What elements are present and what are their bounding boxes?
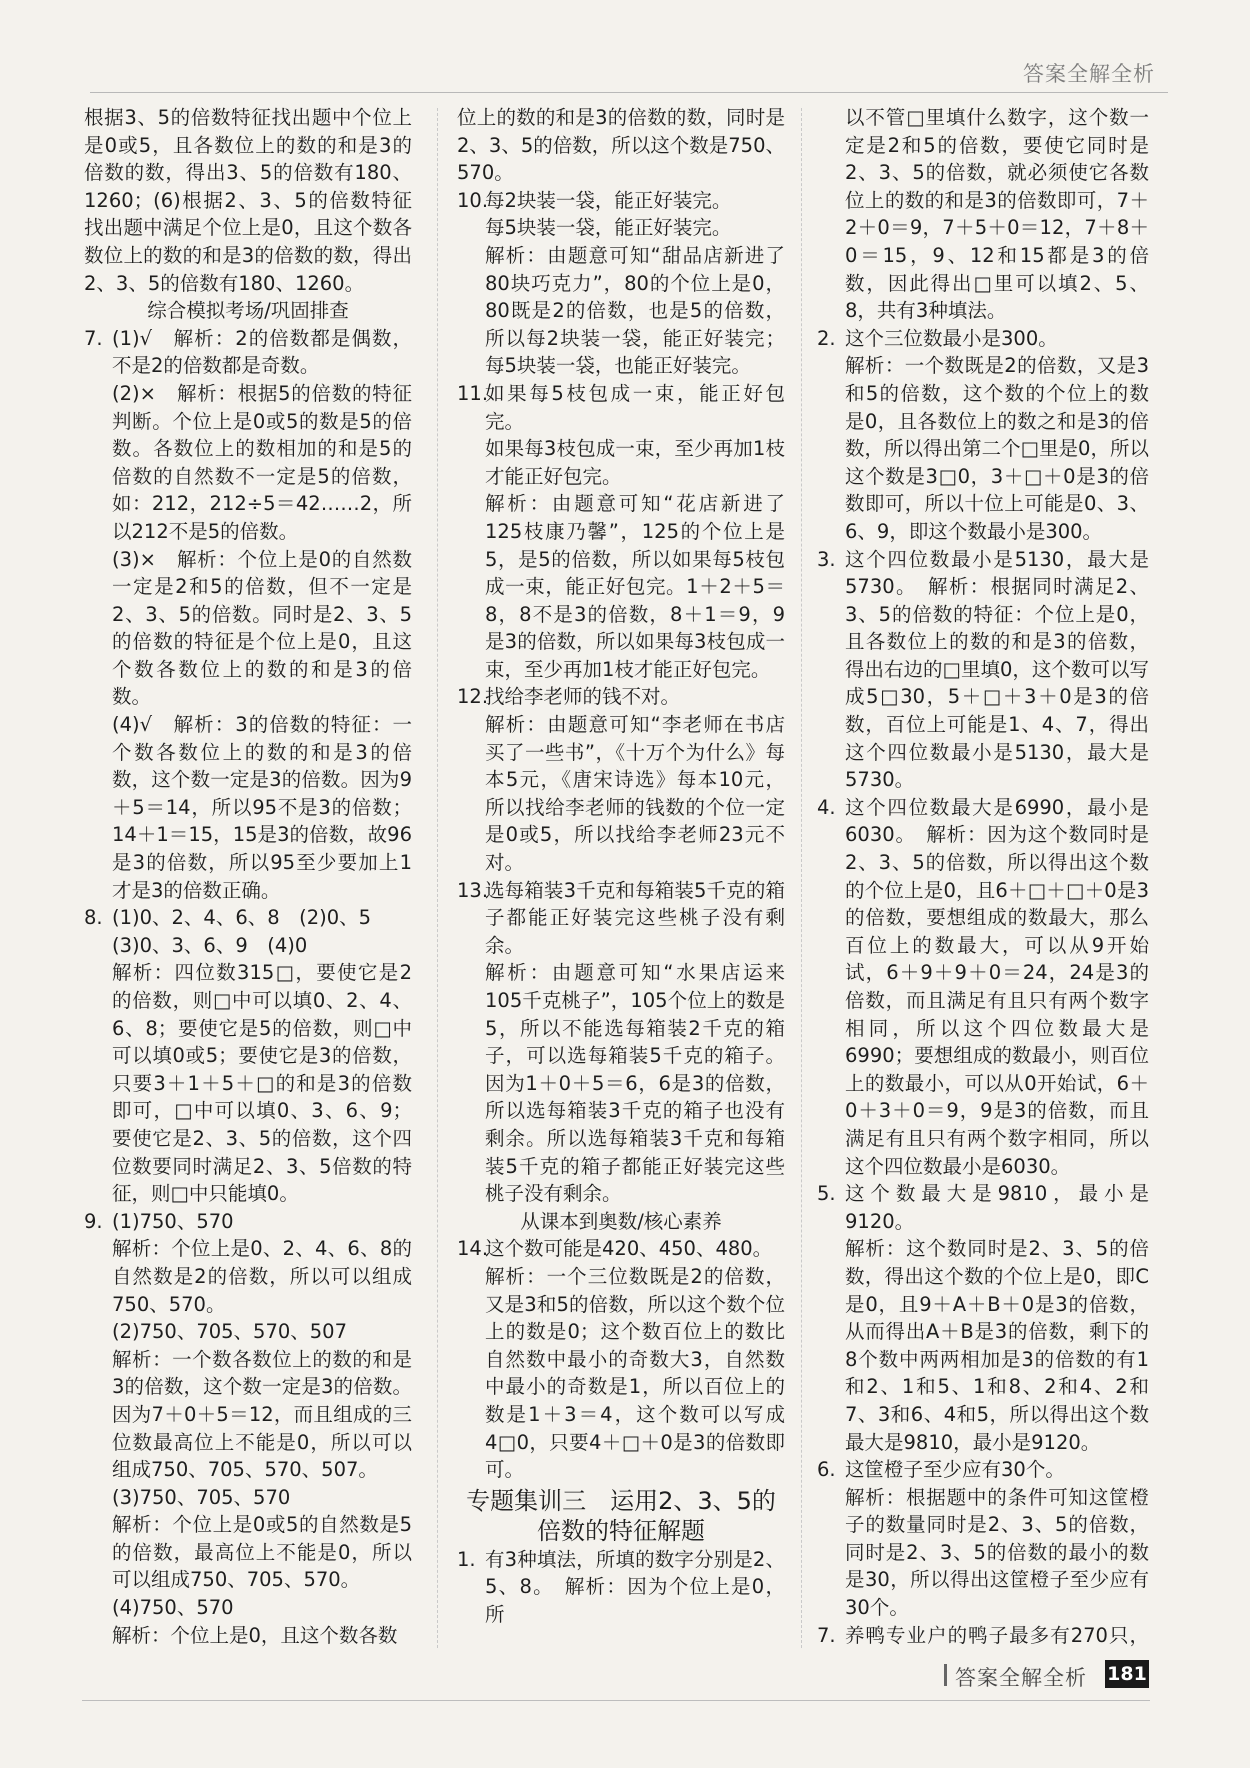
answer-text: 如果每5枝包成一束，能正好包完。 <box>485 381 785 433</box>
analysis-text: 解析：一个数既是2的倍数，又是3和5的倍数，这个数的个位上的数是0，且各数位上的数之和是3的倍数，所以得出第二个□里是0，所以这个数是3□0，3＋□＋0是3的倍数即可，所以十位上可能是0、3、6、9，即这个数最小是300。 <box>845 354 1149 543</box>
column-1 <box>84 104 412 1649</box>
analysis-text: 解析：由题意可知“水果店运来105千克桃子”，105个位上的数是5，所以不能选每箱装2千克的箱子，可以选每箱装5千克的箱子。因为1＋0＋5＝6，6是3的倍数，所以选每箱装3千克的箱子也没有剩余。所以选每箱装3千克和每箱装5千克的箱子都能正好装完这些桃子没有剩余。 <box>485 961 785 1206</box>
analysis-text: 解析：由题意可知“花店新进了125枝康乃馨”，125的个位上是5，是5的倍数，所以如果每5枝包成一束，能正好包完。1＋2＋5＝8，8不是3的倍数，8＋1＝9，9是3的倍数，所以如果每3枝包成一束，至少再加1枝才能正好包完。 <box>485 492 785 681</box>
answer-text: 养鸭专业户的鸭子最多有270只， <box>845 1623 1149 1647</box>
question-number: 14. <box>457 1237 489 1261</box>
question-10 <box>457 187 785 380</box>
paragraph: 根据3、5的倍数特征找出题中个位上是0或5，且各数位上的数的和是3的倍数的数，得出3、5的倍数有180、1260；(6)根据2、3、5的倍数特征找出题中满足个位上是0，且这个数各数位上的数的和是3的倍数的数，得出2、3、5的倍数有180、1260。 <box>84 106 412 295</box>
answer-text: 找给李老师的钱不对。 <box>485 685 681 709</box>
question-number: 10. <box>457 188 489 212</box>
question-3 <box>817 546 1149 794</box>
question-number: 9. <box>84 1209 103 1233</box>
question-7-special <box>817 1622 1149 1649</box>
analysis-text: 解析：个位上是0或5的自然数是5的倍数，最高位上不能是0，所以可以组成750、705、570。 <box>112 1513 412 1592</box>
analysis-text: 解析：由题意可知“李老师在书店买了一些书”，《十万个为什么》每本5元，《唐宋诗选》每本10元，所以找给李老师的钱数的个位一定是0或5，所以找给李老师23元不对。 <box>485 713 785 875</box>
column-2 <box>457 104 785 1649</box>
answer-text: 选每箱装3千克和每箱装5千克的箱子都能正好装完这些桃子没有剩余。 <box>485 878 785 957</box>
question-number: 4. <box>817 795 836 819</box>
answer-text: (1)√ 解析：2的倍数都是偶数，不是2的倍数都是奇数。 <box>112 326 412 378</box>
question-4 <box>817 794 1149 1180</box>
analysis-text: 解析：四位数315□，要使它是2的倍数，则□中可以填0、2、4、6、8；要使它是5的倍数，则□中可以填0或5；要使它是3的倍数，只要3＋1＋5＋□的和是3的倍数即可，□中可以填0、3、6、9；要使它是2、3、5的倍数，这个四位数要同时满足2、3、5倍数的特征，则□中只能填0。 <box>112 961 412 1206</box>
answer-text: (1)750、570 <box>112 1209 234 1233</box>
answer-text: 这个四位数最小是5130，最大是5730。 解析：根据同时满足2、3、5的倍数的特征：个位上是0，且各数位上的数的和是3的倍数，得出右边的□里填0，这个数可以写成5□30，5＋□＋3＋0是3的倍数，百位上可能是1、4、7，得出这个四位数最小是5130，最大是5730。 <box>845 547 1149 792</box>
section-subtitle: 从课本到奥数/核心素养 <box>520 1209 722 1233</box>
answer-text: 有3种填法，所填的数字分别是2、5、8。 解析：因为个位上是0，所 <box>485 1547 785 1626</box>
page-number: 181 <box>1105 1660 1149 1688</box>
analysis-text: 解析：由题意可知“甜品店新进了80块巧克力”，80的个位上是0，80既是2的倍数，也是5的倍数，所以每2块装一袋，能正好装完；每5块装一袋，也能正好装完。 <box>485 243 785 378</box>
question-9 <box>84 1208 412 1649</box>
question-number: 6. <box>817 1458 836 1482</box>
answer-text: (2)× 解析：根据5的倍数的特征判断。个位上是0或5的数是5的倍数。各数位上的数相加的和是5的倍数的自然数不一定是5的倍数，如：212，212÷5＝42……2，所以212不是5的倍数。 <box>112 381 412 543</box>
answer-text: 这个数可能是420、450、480。 <box>485 1237 773 1261</box>
question-number: 8. <box>84 906 103 930</box>
question-number: 3. <box>817 547 836 571</box>
answer-text: 这个数最大是9810，最小是9120。 <box>845 1182 1149 1233</box>
answer-text: (2)750、705、570、507 <box>112 1320 347 1344</box>
answer-text: (1)0、2、4、6、8 (2)0、5 <box>112 906 372 930</box>
question-13 <box>457 877 785 1208</box>
question-number: 12. <box>457 685 489 709</box>
question-8 <box>84 904 412 1208</box>
question-number: 1. <box>457 1547 476 1571</box>
analysis-text: 解析：个位上是0，且这个数各数 <box>112 1623 398 1647</box>
answer-text: 这筐橙子至少应有30个。 <box>845 1458 1065 1482</box>
answer-text: (4)750、570 <box>112 1596 234 1620</box>
header-divider <box>90 92 1168 93</box>
column-divider <box>437 108 438 1648</box>
answer-text: (3)× 解析：个位上是0的自然数一定是2和5的倍数，但不一定是2、3、5的倍数。同时是2、3、5的倍数的特征是个位上是0，且这个数各数位上的数的和是3的倍数。 <box>112 547 412 709</box>
footer-marker <box>944 1664 947 1686</box>
question-number: 11. <box>457 381 489 405</box>
question-number: 5. <box>817 1182 836 1206</box>
answer-text: (4)√ 解析：3的倍数的特征：一个数各数位上的数的和是3的倍数，这个数一定是3的倍数。因为9＋5＝14，所以95不是3的倍数；14＋1＝15，15是3的倍数，故96是3的倍数，所以95至少要加上1才是3的倍数正确。 <box>112 713 412 902</box>
header-label: 答案全解全析 <box>1023 62 1155 86</box>
answer-text: 如果每3枝包成一束，至少再加1枝才能正好包完。 <box>485 437 785 488</box>
answer-text: 每5块装一袋，能正好装完。 <box>485 216 732 240</box>
section-title <box>457 1486 785 1546</box>
paragraph: 位上的数的和是3的倍数的数，同时是2、3、5的倍数，所以这个数是750、570。 <box>457 106 785 185</box>
question-number: 7. <box>817 1623 836 1647</box>
question-12 <box>457 683 785 876</box>
answer-text: (3)750、705、570 <box>112 1485 291 1509</box>
analysis-text: 解析：一个数各数位上的数的和是3的倍数，这个数一定是3的倍数。因为7＋0＋5＝12，而且组成的三位数最高位上不能是0，所以可以组成750、705、570、507。 <box>112 1347 412 1482</box>
question-number: 7. <box>84 326 103 350</box>
question-7 <box>84 325 412 904</box>
analysis-text: 解析：这个数同时是2、3、5的倍数，得出这个数的个位上是0，即C是0，且9＋A＋B＋0是3的倍数，从而得出A＋B是3的倍数，剩下的8个数中两两相加是3的倍数的有1和2、1和5、1和8、2和4、2和7、3和6、4和5，所以得出这个数最大是9810，最小是9120。 <box>845 1237 1149 1454</box>
answer-text: (3)0、3、6、9 (4)0 <box>112 933 308 957</box>
section-title-line: 专题集训三 运用2、3、5的 <box>466 1486 776 1515</box>
section-subtitle: 综合模拟考场/巩固排查 <box>147 299 349 323</box>
question-6 <box>817 1456 1149 1622</box>
question-number: 2. <box>817 326 836 350</box>
answer-text: 这个三位数最小是300。 <box>845 326 1058 350</box>
answer-text: 每2块装一袋，能正好装完。 <box>485 188 732 212</box>
question-2 <box>817 325 1149 546</box>
question-number: 13. <box>457 878 489 902</box>
section-title-line: 倍数的特征解题 <box>537 1516 705 1545</box>
footer-label: 答案全解全析 <box>955 1666 1087 1690</box>
footer-divider <box>82 1700 1150 1701</box>
analysis-text: 解析：根据题中的条件可知这筐橙子的数量同时是2、3、5的倍数，同时是2、3、5的倍数的最小的数是30，所以得出这筐橙子至少应有30个。 <box>845 1485 1149 1620</box>
paragraph: 以不管□里填什么数字，这个数一定是2和5的倍数，要使它同时是2、3、5的倍数，就必须使它各数位上的数的和是3的倍数即可，7＋2＋0＝9，7＋5＋0＝12，7＋8＋0＝15，9、12和15都是3的倍数，因此得出□里可以填2、5、8，共有3种填法。 <box>845 106 1149 323</box>
question-11 <box>457 380 785 684</box>
answer-text: 这个四位数最大是6990，最小是6030。 解析：因为这个数同时是2、3、5的倍数，所以得出这个数的个位上是0，且6＋□＋□＋0是3的倍数，要想组成的数最大，那么百位上的数最大，可以从9开始试，6＋9＋9＋0＝24，24是3的倍数，而且满足有且只有两个数字相同，所以这个四位数最大是6990；要想组成的数最小，则百位上的数最小，可以从0开始试，6＋0＋3＋0＝9，9是3的倍数，而且满足有且只有两个数字相同，所以这个四位数最小是6030。 <box>845 795 1149 1178</box>
analysis-text: 解析：个位上是0、2、4、6、8的自然数是2的倍数，所以可以组成750、570。 <box>112 1237 412 1316</box>
column-divider <box>801 108 802 1648</box>
column-3 <box>817 104 1149 1649</box>
analysis-text: 解析：一个三位数既是2的倍数，又是3和5的倍数，所以这个数个位上的数是0；这个数百位上的数比自然数中最小的奇数大3，自然数中最小的奇数是1，所以百位上的数是1＋3＝4，这个数可以写成4□0，只要4＋□＋0是3的倍数即可。 <box>485 1264 785 1482</box>
question-1 <box>457 1546 785 1629</box>
question-14 <box>457 1235 785 1483</box>
question-5 <box>817 1180 1149 1456</box>
